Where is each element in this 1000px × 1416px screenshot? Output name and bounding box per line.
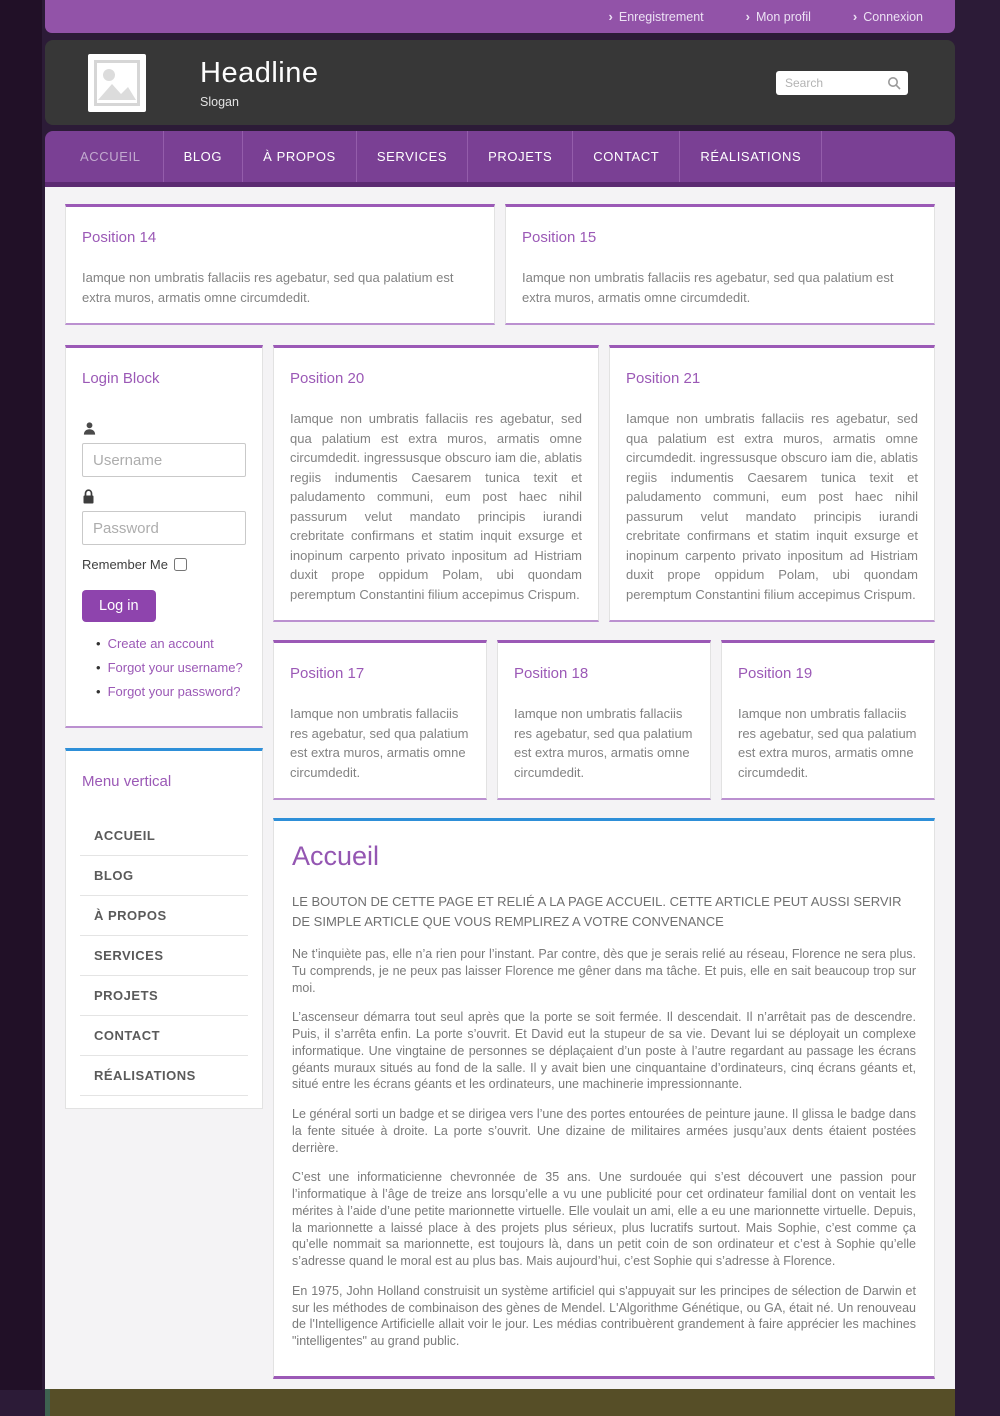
site-logo <box>88 54 146 112</box>
vmenu-item-realisations[interactable]: RÉALISATIONS <box>80 1056 248 1096</box>
module-body: Iamque non umbratis fallaciis res agebatur, sed qua palatium est extra muros, armatis omne circumdedit. <box>514 706 693 780</box>
login-block <box>65 345 263 728</box>
sidebar <box>65 345 263 1109</box>
nav-item-blog[interactable]: BLOG <box>164 131 244 182</box>
module-body: Iamque non umbratis fallaciis res agebatur, sed qua palatium est extra muros, armatis omne circumdedit. <box>522 270 894 305</box>
nav-item-accueil[interactable]: ACCUEIL <box>45 131 164 182</box>
article-title: Accueil <box>292 841 380 871</box>
topbar-link-label: Connexion <box>863 9 923 24</box>
vmenu-item-accueil[interactable]: ACCUEIL <box>80 816 248 856</box>
module-title: Position 17 <box>290 665 365 682</box>
topbar <box>45 0 955 33</box>
module-position-15 <box>505 204 935 325</box>
list-item <box>96 680 246 704</box>
topbar-link-connexion[interactable] <box>853 9 923 24</box>
password-field[interactable] <box>82 511 246 545</box>
article-intro: LE BOUTON DE CETTE PAGE ET RELIÉ A LA PAGE ACCUEIL. CETTE ARTICLE PEUT AUSSI SERVIR DE SIMPLE ARTICLE QUE VOUS REMPLIREZ A VOTRE CONVENANCE <box>292 894 902 929</box>
module-title: Position 15 <box>522 229 597 246</box>
article-paragraph: L’ascenseur démarra tout seul après que la porte se soit fermée. Il descendait. Il n’arrêtait pas de descendre. Puis, il s’arrêta enfin. La porte s’ouvrit. Et David eut la stupeur de sa vie. Devant lui se déployait un complexe informatique. Une vingtaine de personnes se déplaçaient d’un poste à l’autre regardant au passage les écrans géants muraux situés au fond de la salle. Il y avait bien une cinquantaine d’ordinateurs, cinq écrans géants et, situé entre les écrans géants et les ordinateurs, une machinerie impressionnante. <box>292 1010 916 1092</box>
site-slogan: Slogan <box>200 94 239 109</box>
module-body: Iamque non umbratis fallaciis res agebatur, sed qua palatium est extra muros, armatis omne circumdedit. <box>738 706 917 780</box>
footer-bar <box>45 1389 955 1416</box>
remember-me-row <box>82 557 246 572</box>
search-icon[interactable] <box>887 76 901 90</box>
menu-vertical-title: Menu vertical <box>82 773 172 791</box>
create-account-link[interactable]: Create an account <box>107 636 214 651</box>
main-column <box>273 345 935 1379</box>
vmenu-item-projets[interactable]: PROJETS <box>80 976 248 1016</box>
topbar-link-enregistrement[interactable] <box>609 9 704 24</box>
module-body: Iamque non umbratis fallaciis res agebatur, sed qua palatium est extra muros, armatis omne circumdedit. ingressusque obscuro iam die, ablatis regiis indumentis Caesarem tunica texit et paludamento communi, eum post haec nihil passurum velut mandato principis iurandi crebritate confirmans et statim inquit exsurge et inopinum carpento privato inpositum ad Histriam duxit prope oppidum Polam, ubi quondam peremptum Constantini filium accepimus Crispum. <box>626 411 918 602</box>
vmenu-item-contact[interactable]: CONTACT <box>80 1016 248 1056</box>
row-middle-modules <box>273 345 935 622</box>
forgot-username-link[interactable]: Forgot your username? <box>107 660 243 676</box>
nav-item-contact[interactable]: CONTACT <box>573 131 680 182</box>
main-nav <box>45 131 955 187</box>
site-title: Headline <box>200 56 319 89</box>
nav-item-projets[interactable]: PROJETS <box>468 131 573 182</box>
vmenu-item-a-propos[interactable]: À PROPOS <box>80 896 248 936</box>
search-box <box>776 71 908 95</box>
image-placeholder-icon <box>94 60 140 106</box>
module-position-17 <box>273 640 487 800</box>
page-left-band <box>0 0 42 1390</box>
vmenu-item-services[interactable]: SERVICES <box>80 936 248 976</box>
article-paragraph: Le général sorti un badge et se dirigea vers l’une des portes entourées de peinture jaune. Il glissa le badge dans la fente située à droite. La porte s’ouvrit. Une dizaine de militaires armées jusqu’aux dents étaient postées derrière. <box>292 1107 916 1155</box>
module-position-18 <box>497 640 711 800</box>
article-paragraph: En 1975, John Holland construisit un système artificiel qui s'appuyait sur les principes de sélection de Darwin et sur les méthodes de combinaison des gènes de Mendel. L'Algorithme Génétique, ou GA, était né. Un renouveau de l'Intelligence Artificielle allait voir le jour. Les médias contribuèrent grandement à faire apprécier les machines "intelligentes" au grand public. <box>292 1283 916 1348</box>
main-content <box>45 187 955 1389</box>
module-title: Position 20 <box>290 370 365 387</box>
site-title-group <box>200 57 318 109</box>
module-body: Iamque non umbratis fallaciis res agebatur, sed qua palatium est extra muros, armatis omne circumdedit. <box>82 270 454 305</box>
login-title: Login Block <box>82 370 160 387</box>
module-position-20 <box>273 345 599 622</box>
site-header <box>45 40 955 125</box>
nav-item-realisations[interactable]: RÉALISATIONS <box>680 131 822 182</box>
forgot-password-link[interactable]: Forgot your password? <box>107 684 241 700</box>
remember-me-checkbox[interactable] <box>174 558 187 571</box>
module-title: Position 18 <box>514 665 589 682</box>
login-links <box>82 632 246 704</box>
module-position-21 <box>609 345 935 622</box>
topbar-link-label: Enregistrement <box>618 9 704 24</box>
vmenu-item-blog[interactable]: BLOG <box>80 856 248 896</box>
module-title: Position 14 <box>82 229 157 246</box>
chevron-right-icon: › <box>608 9 613 24</box>
row-main <box>65 345 935 1379</box>
article-accueil <box>273 818 935 1379</box>
module-position-19 <box>721 640 935 800</box>
list-item <box>96 656 246 680</box>
remember-me-label: Remember Me <box>82 557 168 572</box>
module-position-14 <box>65 204 495 325</box>
module-title: Position 21 <box>626 370 701 387</box>
user-icon <box>82 421 246 437</box>
login-button[interactable]: Log in <box>82 590 156 622</box>
chevron-right-icon: › <box>852 9 858 24</box>
lock-icon <box>82 489 246 505</box>
topbar-link-label: Mon profil <box>756 9 811 24</box>
chevron-right-icon: › <box>745 9 750 24</box>
username-field[interactable] <box>82 443 246 477</box>
module-body: Iamque non umbratis fallaciis res agebatur, sed qua palatium est extra muros, armatis omne circumdedit. <box>290 706 469 780</box>
article-paragraph: C’est une informaticienne chevronnée de 35 ans. Une surdouée qui s’est découvert une passion pour l’informatique à l’âge de treize ans lorsqu’elle a vu une publicité pour cet ordinateur familial dont on ventait les mérites à l’aide d’une petite marionnette virtuelle. Elle voulait un ami, elle a eu une marionnette virtuelle. Depuis, la marionnette a laissé place à des projets plus sérieux, plus lucratifs surtout. Mais Sophie, c’est comme ça qu’elle nommait sa marionnette, est toujours là, dans un petit coin de son ordinateur et c’est à Sophie qu’elle s’adresse quand le moral est au plus bas. Mais aujourd’hui, c’est Sophie qui s’adresse à Florence. <box>292 1170 916 1268</box>
module-body: Iamque non umbratis fallaciis res agebatur, sed qua palatium est extra muros, armatis omne circumdedit. ingressusque obscuro iam die, ablatis regiis indumentis Caesarem tunica texit et paludamento communi, eum post haec nihil passurum velut mandato principis iurandi crebritate confirmans et statim inquit exsurge et inopinum carpento privato inpositum ad Histriam duxit prope oppidum Polam, ubi quondam peremptum Constantini filium accepimus Crispum. <box>290 411 582 602</box>
menu-vertical-block <box>65 748 263 1109</box>
list-item <box>96 632 246 656</box>
nav-item-services[interactable]: SERVICES <box>357 131 468 182</box>
row-top-modules <box>65 204 935 325</box>
nav-item-a-propos[interactable]: À PROPOS <box>243 131 357 182</box>
row-lower-modules <box>273 640 935 800</box>
page-container <box>45 0 955 1416</box>
topbar-link-mon-profil[interactable] <box>746 9 811 24</box>
vertical-menu <box>80 816 248 1096</box>
module-title: Position 19 <box>738 665 813 682</box>
article-paragraph: Ne t’inquiète pas, elle n’a rien pour l’instant. Par contre, dès que je serais relié au réseau, Florence ne sera plus. Tu comprends, je ne peux pas laisser Florence me gêner dans ma tâche. Et puis, elle en sait beaucoup trop sur moi. <box>292 947 916 995</box>
